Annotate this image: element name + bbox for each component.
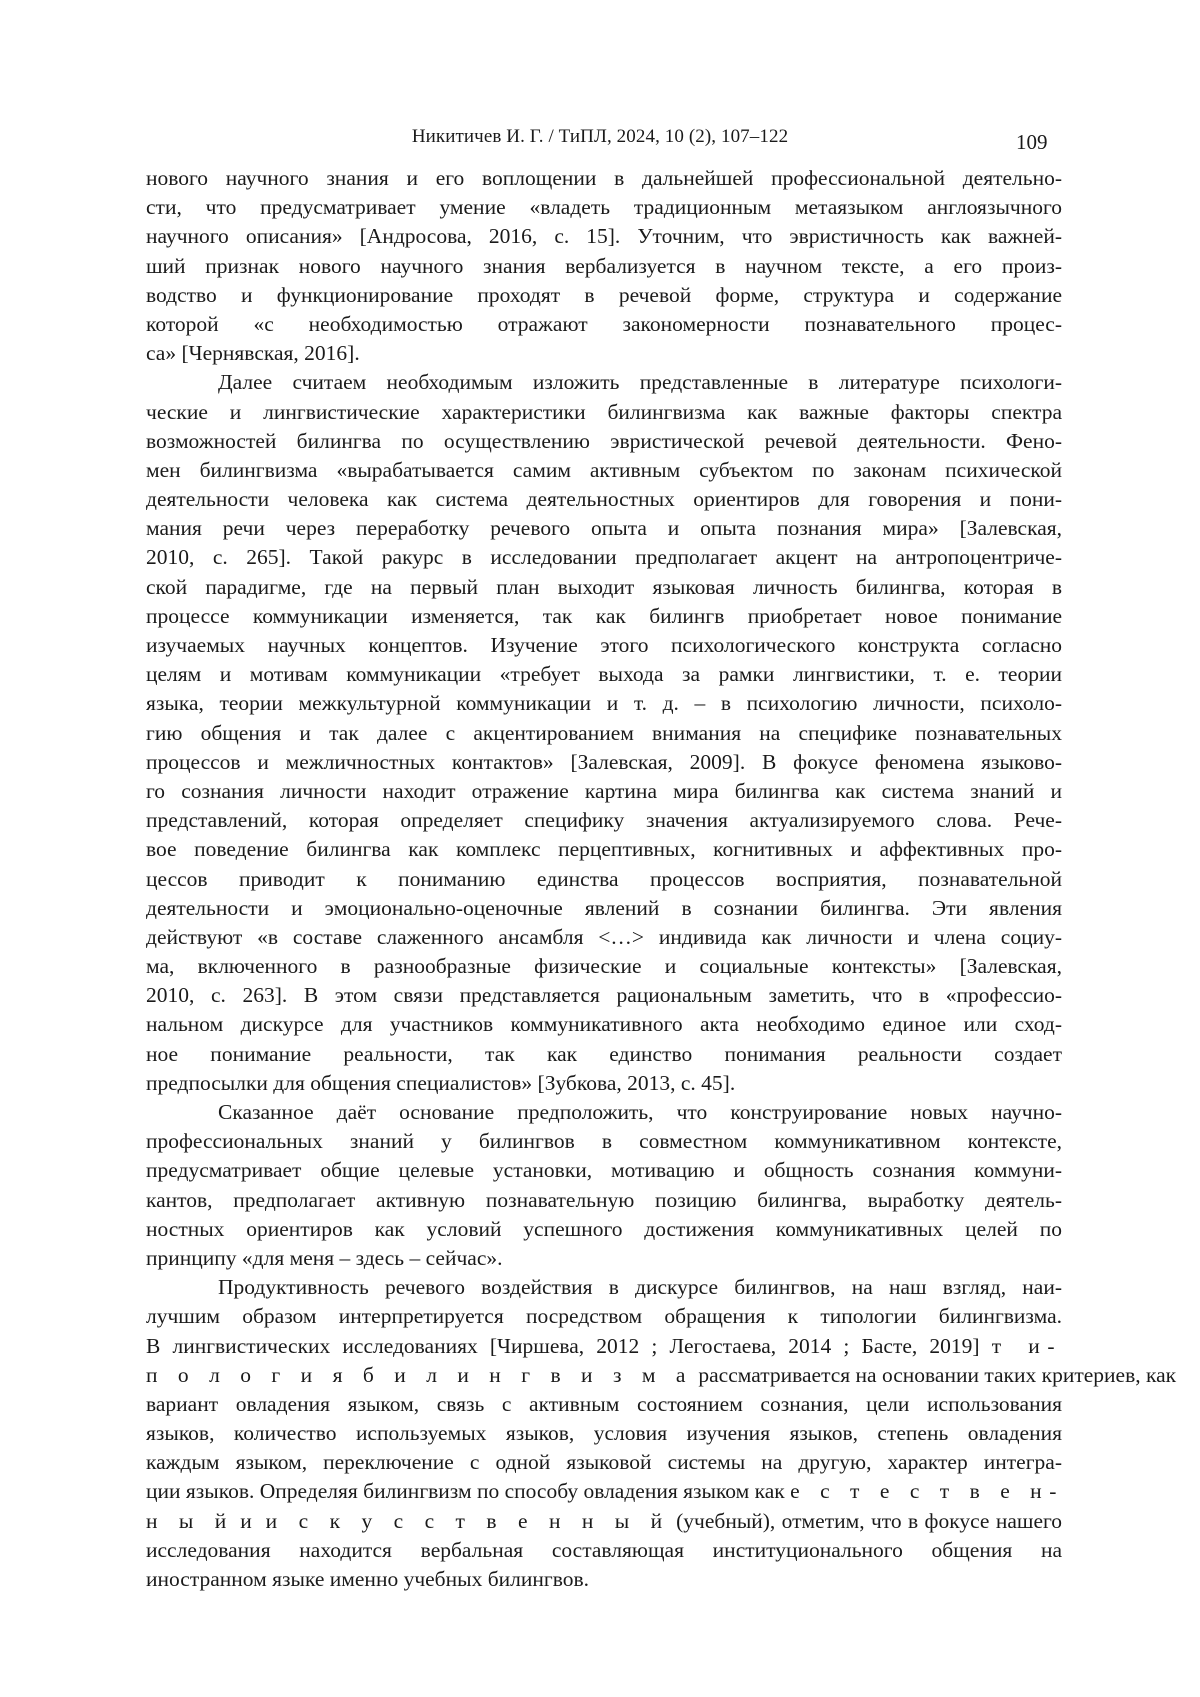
text-line: профессиональных знаний у билингвов в совместном коммуникативном контексте,	[146, 1129, 1062, 1154]
text-line: каждым языком, переключение с одной языковой системы на другую, характер интегра-	[146, 1450, 1062, 1475]
text-line: Продуктивность речевого воздействия в дискурсе билингвов, на наш взгляд, наи-	[218, 1275, 1062, 1300]
emphasized-term: и	[240, 1508, 260, 1533]
text-line: ное понимание реальности, так как единство понимания реальности создает	[146, 1041, 1062, 1066]
text-line: процессов и межличностных контактов» [Залевская, 2009]. В фокусе феномена языково-	[146, 749, 1062, 774]
text-line	[146, 1507, 1062, 1536]
text-line: Сказанное даёт основание предположить, что конструирование новых научно-	[218, 1100, 1062, 1124]
emphasized-term: п о л о г и я б и л и н г в и з м а	[146, 1362, 694, 1387]
text-line	[146, 1477, 1062, 1506]
text-line: возможностей билингва по осуществлению эвристической речевой деятельности. Фено-	[146, 428, 1062, 453]
text-line: 2010, с. 265]. Такой ракурс в исследовании предполагает акцент на антропоцентриче-	[146, 545, 1062, 570]
text-line: ской парадигме, где на первый план выходит языковая личность билингва, которая в	[146, 574, 1062, 599]
text-line: процессе коммуникации изменяется, так как билингв приобретает новое понимание	[146, 603, 1062, 628]
text-line: лучшим образом интерпретируется посредством обращения к типологии билингвизма.	[146, 1304, 1062, 1329]
text-line: представлений, которая определяет специфику значения актуализируемого слова. Рече-	[146, 808, 1062, 833]
text-line: деятельности и эмоционально-оценочные явлений в сознании билингва. Эти явления	[146, 895, 1062, 920]
text-body	[146, 164, 1177, 1594]
text-segment: ции языков. Определяя билингвизм по способу овладения языком как	[146, 1479, 785, 1504]
text-line	[146, 1332, 1062, 1361]
text-line: деятельности человека как система деятельностных ориентиров для говорения и пони-	[146, 487, 1062, 512]
text-line: го сознания личности находит отражение картина мира билингва как система знаний и	[146, 778, 1062, 803]
text-line	[146, 1361, 1177, 1390]
text-line: ший признак нового научного знания вербализуется в научном тексте, а его произ-	[146, 253, 1062, 278]
text-line: мен билингвизма «вырабатывается самим активным субъектом по законам психической	[146, 457, 1062, 482]
text-line: 2010, с. 263]. В этом связи представляется рациональным заметить, что в «профессио-	[146, 983, 1062, 1008]
running-header: Никитичев И. Г. / ТиПЛ, 2024, 10 (2), 107–122	[411, 126, 789, 147]
text-line: языков, количество используемых языков, условия изучения языков, степень овладения	[146, 1421, 1062, 1446]
emphasized-term: н ы й	[146, 1508, 234, 1533]
text-segment: В лингвистических исследованиях [Чиршева, 2012 ; Легостаева, 2014 ; Басте, 2019]	[146, 1333, 980, 1358]
page-number: 109	[1016, 130, 1048, 154]
text-line: предусматривает общие целевые установки, мотивацию и общность сознания коммуни-	[146, 1158, 1062, 1183]
text-line: ностных ориентиров как условий успешного достижения коммуникативных целей по	[146, 1216, 1062, 1241]
text-line: иностранном языке именно учебных билингвов.	[146, 1567, 589, 1591]
text-line: водство и функционирование проходят в речевой форме, структура и содержание	[146, 282, 1062, 307]
text-line: вое поведение билингва как комплекс перцептивных, когнитивных и аффективных про-	[146, 837, 1062, 862]
text-line: языка, теории межкультурной коммуникации и т. д. – в психологию личности, психоло-	[146, 691, 1062, 716]
text-line: которой «с необходимостью отражают закономерности познавательного процес-	[146, 311, 1062, 336]
text-segment: (учебный), отметим, что в фокусе нашего	[676, 1508, 1063, 1533]
text-line: Далее считаем необходимым изложить представленные в литературе психологи-	[218, 370, 1062, 395]
text-line: сти, что предусматривает умение «владеть традиционным метаязыком англоязычного	[146, 195, 1062, 220]
text-line: предпосылки для общения специалистов» [Зубкова, 2013, с. 45].	[146, 1070, 736, 1095]
text-line: цессов приводит к пониманию единства процессов восприятия, познавательной	[146, 866, 1062, 891]
text-line: нальном дискурсе для участников коммуникативного акта необходимо единое или сход-	[146, 1012, 1062, 1037]
text-line: действуют «в составе слаженного ансамбля <…> индивида как личности и члена социу-	[146, 924, 1062, 949]
text-line: ческие и лингвистические характеристики билингвизма как важные факторы спектра	[146, 399, 1062, 424]
text-line: ма, включенного в разнообразные физические и социальные контексты» [Залевская,	[146, 954, 1062, 979]
emphasized-term: е с т е с т в е н-	[790, 1479, 1064, 1504]
text-line: исследования находится вербальная составляющая институционального общения на	[146, 1537, 1062, 1562]
text-line: гию общения и так далее с акцентированием внимания на специфике познавательных	[146, 720, 1062, 745]
text-line: са» [Чернявская, 2016].	[146, 341, 360, 366]
text-line: принципу «для меня – здесь – сейчас».	[146, 1245, 503, 1270]
text-line: научного описания» [Андросова, 2016, с. 15]. Уточним, что эвристичность как важней-	[146, 224, 1062, 249]
emphasized-term: и с к у с с т в е н н ы й	[265, 1508, 670, 1533]
text-segment: рассматривается на основании таких критериев, как	[698, 1362, 1177, 1387]
text-line: изучаемых научных концептов. Изучение этого психологического конструкта согласно	[146, 633, 1062, 657]
text-line: вариант овладения языком, связь с активным состоянием сознания, цели использования	[146, 1391, 1062, 1416]
text-line: целям и мотивам коммуникации «требует выхода за рамки лингвистики, т. е. теории	[146, 662, 1062, 687]
text-line: кантов, предполагает активную познавательную позицию билингва, выработку деятель-	[146, 1187, 1062, 1212]
text-line: нового научного знания и его воплощении в дальнейшей профессиональной деятельно-	[146, 166, 1062, 190]
text-line: мания речи через переработку речевого опыта и опыта познания мира» [Залевская,	[146, 516, 1062, 541]
emphasized-term: т и-	[991, 1333, 1062, 1358]
